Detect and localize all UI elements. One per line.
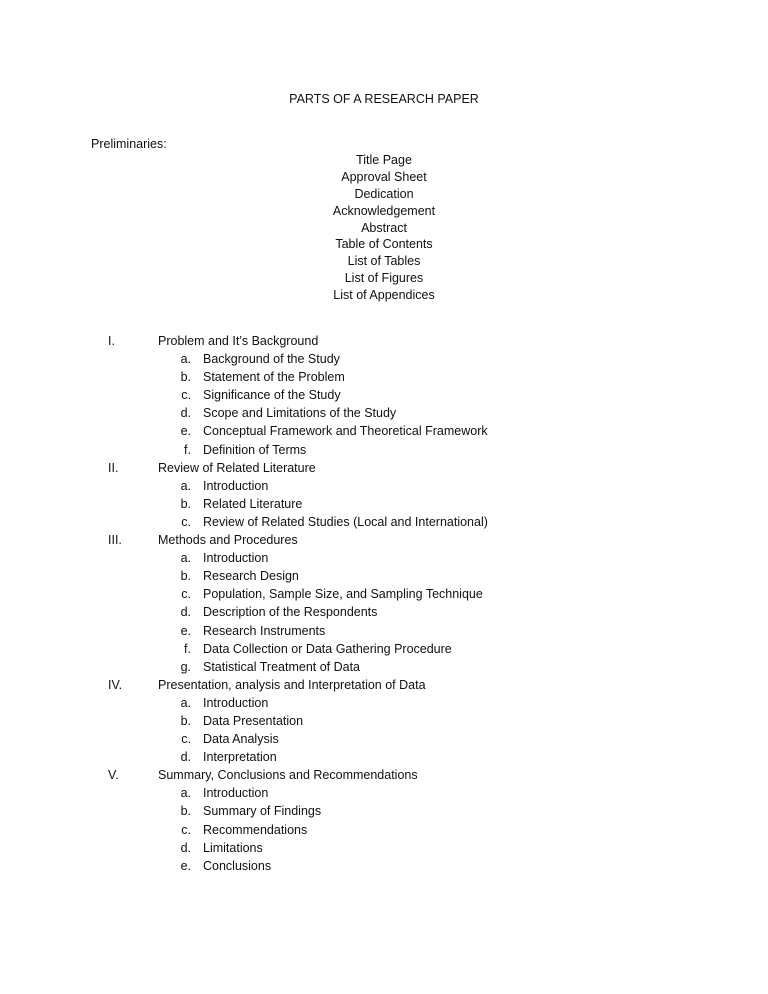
subsection-item (0, 477, 768, 495)
subsection-text: Research Design (203, 569, 299, 584)
preliminary-item: Dedication (354, 186, 414, 201)
section-numeral: II. (108, 460, 119, 475)
subsection-letter: c. (181, 514, 191, 529)
research-outline (0, 332, 768, 875)
subsection-letter: b. (180, 569, 191, 584)
subsection-item (0, 821, 768, 839)
section-title: Methods and Procedures (158, 533, 298, 548)
subsection-letter: f. (184, 641, 191, 656)
subsection-item (0, 585, 768, 603)
subsection-text: Introduction (203, 551, 269, 566)
subsection-item (0, 549, 768, 567)
section-title: Presentation, analysis and Interpretation of Data (158, 677, 426, 692)
section-numeral: III. (108, 533, 122, 548)
subsection-letter: d. (180, 406, 191, 421)
subsection-letter: d. (180, 840, 191, 855)
preliminaries-list (0, 152, 768, 304)
subsection-letter: b. (180, 496, 191, 511)
preliminary-item: List of Tables (347, 254, 421, 269)
subsection-text: Conceptual Framework and Theoretical Framework (203, 424, 488, 439)
subsection-letter: e. (180, 623, 191, 638)
preliminary-item: List of Figures (344, 271, 424, 286)
preliminary-item: Abstract (361, 220, 407, 235)
subsection-text: Review of Related Studies (Local and International) (203, 514, 488, 529)
subsection-text: Data Analysis (203, 732, 279, 747)
subsection-letter: g. (180, 659, 191, 674)
section-heading (0, 531, 768, 549)
subsection-text: Introduction (203, 695, 269, 710)
subsection-text: Summary of Findings (203, 804, 322, 819)
subsection-item (0, 622, 768, 640)
preliminary-item: Title Page (356, 153, 412, 167)
subsection-letter: a. (180, 786, 191, 801)
section-heading (0, 332, 768, 350)
subsection-letter: c. (181, 732, 191, 747)
subsection-item (0, 441, 768, 459)
subsection-letter: e. (180, 858, 191, 873)
subsection-letter: b. (180, 370, 191, 385)
subsection-text: Introduction (203, 478, 269, 493)
subsection-letter: d. (180, 605, 191, 620)
subsection-text: Conclusions (203, 858, 272, 873)
subsection-text: Background of the Study (203, 352, 340, 367)
subsection-letter: a. (180, 352, 191, 367)
preliminary-item: Approval Sheet (341, 169, 427, 184)
subsection-letter: b. (180, 713, 191, 728)
subsection-item (0, 802, 768, 820)
section-title: Problem and It’s Background (158, 334, 319, 348)
preliminary-item: List of Appendices (333, 288, 435, 303)
section-heading (0, 459, 768, 477)
subsection-letter: c. (181, 587, 191, 602)
subsection-letter: d. (180, 750, 191, 765)
subsection-item (0, 784, 768, 802)
subsection-text: Recommendations (203, 822, 308, 837)
section-numeral: V. (108, 768, 119, 783)
subsection-item (0, 422, 768, 440)
subsection-letter: a. (180, 551, 191, 566)
subsection-letter: a. (180, 695, 191, 710)
subsection-item (0, 350, 768, 368)
preliminaries-label: Preliminaries: (91, 137, 167, 151)
subsection-item (0, 368, 768, 386)
section-title: Summary, Conclusions and Recommendations (158, 768, 418, 783)
subsection-text: Significance of the Study (203, 388, 341, 403)
document-title: PARTS OF A RESEARCH PAPER (289, 92, 479, 106)
subsection-item (0, 386, 768, 404)
subsection-text: Data Collection or Data Gathering Procedure (203, 641, 452, 656)
subsection-item (0, 495, 768, 513)
subsection-text: Data Presentation (203, 713, 304, 728)
subsection-item (0, 513, 768, 531)
subsection-letter: c. (181, 388, 191, 403)
subsection-item (0, 857, 768, 875)
subsection-item (0, 658, 768, 676)
preliminary-item: Acknowledgement (332, 203, 436, 218)
subsection-letter: c. (181, 822, 191, 837)
subsection-item (0, 404, 768, 422)
section-heading (0, 766, 768, 784)
subsection-letter: b. (180, 804, 191, 819)
subsection-text: Related Literature (203, 496, 303, 511)
subsection-text: Population, Sample Size, and Sampling Technique (203, 587, 483, 602)
subsection-text: Introduction (203, 786, 269, 801)
subsection-letter: e. (180, 424, 191, 439)
subsection-item (0, 567, 768, 585)
subsection-item (0, 839, 768, 857)
subsection-item (0, 603, 768, 621)
subsection-text: Description of the Respondents (203, 605, 378, 620)
subsection-item (0, 748, 768, 766)
subsection-text: Interpretation (203, 750, 277, 765)
section-heading (0, 676, 768, 694)
subsection-item (0, 694, 768, 712)
subsection-letter: a. (180, 478, 191, 493)
subsection-text: Definition of Terms (203, 442, 307, 457)
section-title: Review of Related Literature (158, 460, 316, 475)
subsection-text: Statement of the Problem (203, 370, 345, 385)
subsection-item (0, 730, 768, 748)
subsection-letter: f. (184, 442, 191, 457)
subsection-text: Limitations (203, 840, 263, 855)
preliminary-item: Table of Contents (335, 237, 433, 252)
subsection-text: Statistical Treatment of Data (203, 659, 361, 674)
subsection-item (0, 712, 768, 730)
subsection-text: Scope and Limitations of the Study (203, 406, 397, 421)
subsection-text: Research Instruments (203, 623, 326, 638)
section-numeral: IV. (108, 677, 123, 692)
section-numeral: I. (108, 334, 115, 348)
subsection-item (0, 640, 768, 658)
